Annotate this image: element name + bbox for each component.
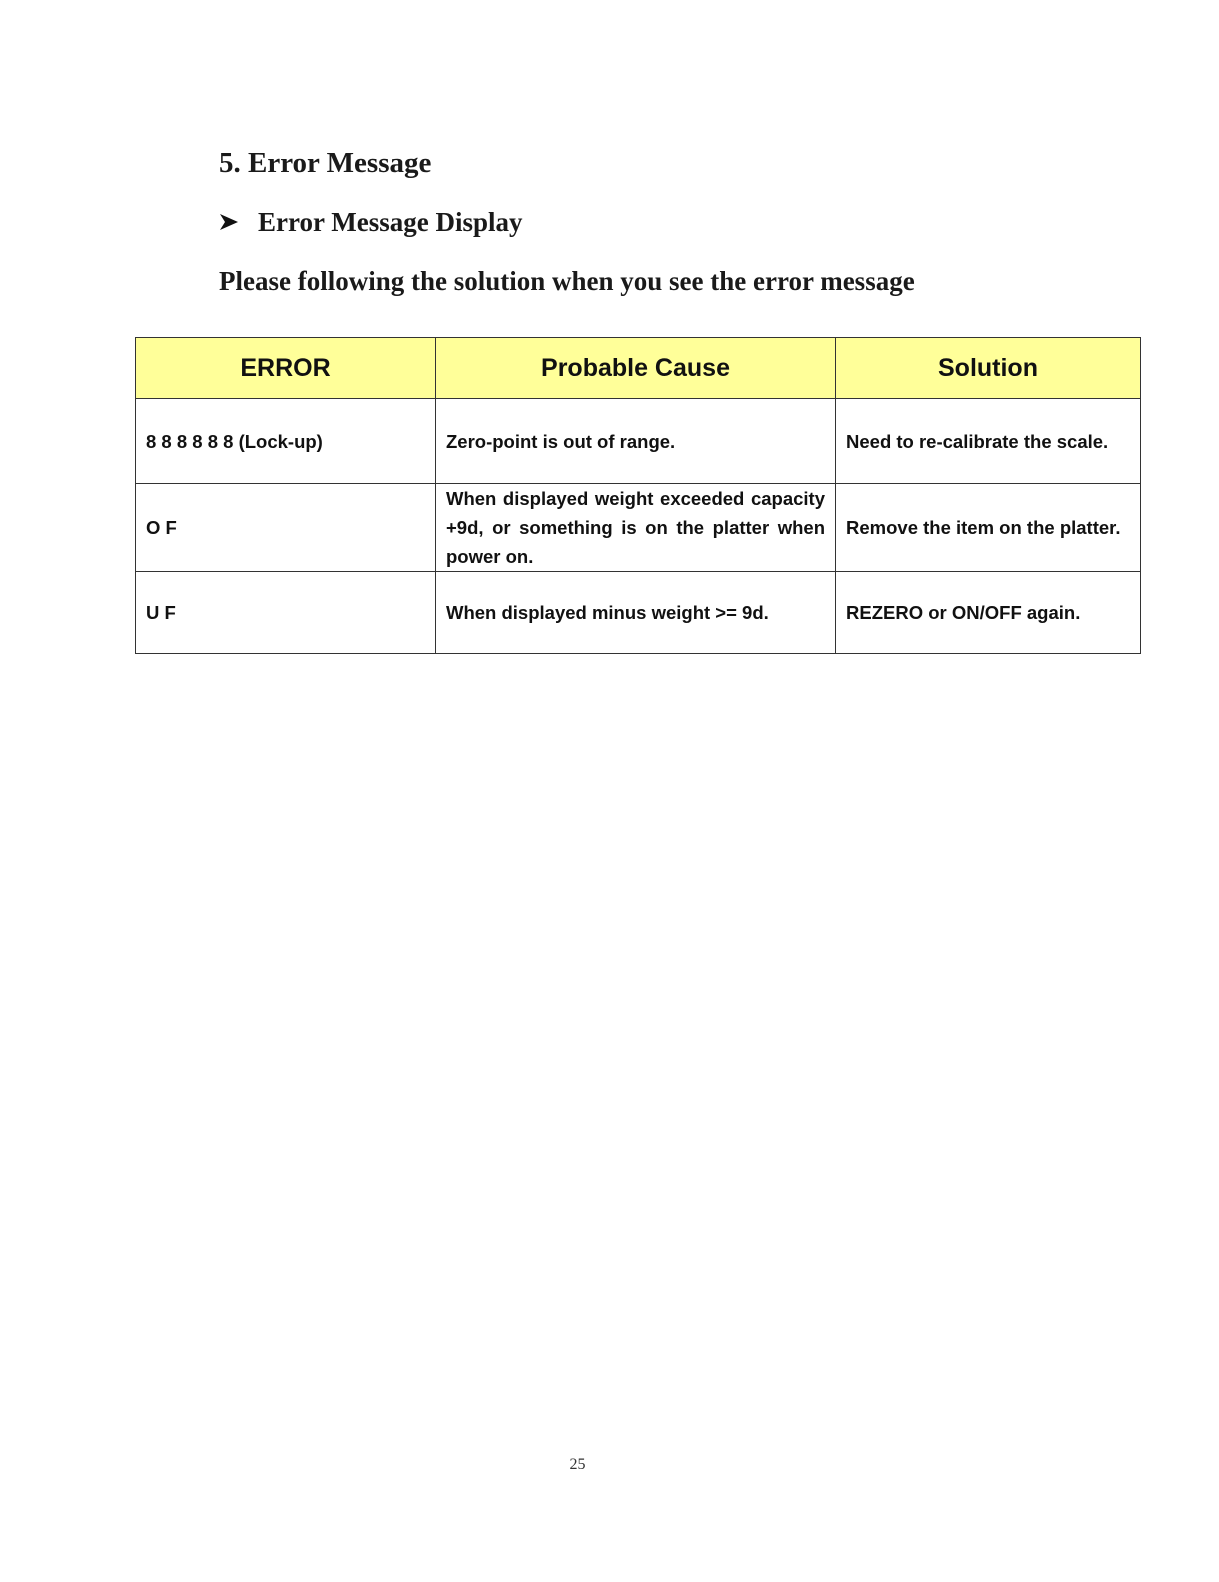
arrow-bullet-icon bbox=[219, 212, 245, 232]
page-number: 25 bbox=[569, 1456, 586, 1473]
table-header-row bbox=[136, 338, 1141, 399]
cause-cell: When displayed minus weight >= 9d. bbox=[436, 572, 836, 654]
header-error: ERROR bbox=[136, 338, 436, 399]
error-table bbox=[135, 337, 1141, 654]
table-row bbox=[136, 484, 1141, 572]
solution-cell: Need to re-calibrate the scale. bbox=[836, 399, 1141, 484]
cause-cell: When displayed weight exceeded capacity +9d, or something is on the platter when power on. bbox=[436, 484, 836, 572]
solution-cell: REZERO or ON/OFF again. bbox=[836, 572, 1141, 654]
table-row bbox=[136, 399, 1141, 484]
error-cell: U F bbox=[136, 572, 436, 654]
cause-cell: Zero-point is out of range. bbox=[436, 399, 836, 484]
solution-cell: Remove the item on the platter. bbox=[836, 484, 1141, 572]
instruction-text: Please following the solution when you see the error message bbox=[219, 266, 915, 296]
subheading bbox=[219, 202, 522, 242]
header-probable-cause: Probable Cause bbox=[436, 338, 836, 399]
header-solution: Solution bbox=[836, 338, 1141, 399]
subheading-label: Error Message Display bbox=[258, 207, 523, 237]
section-title: 5. Error Message bbox=[219, 147, 432, 179]
table-row bbox=[136, 572, 1141, 654]
error-cell: 8 8 8 8 8 8 (Lock-up) bbox=[136, 399, 436, 484]
error-cell: O F bbox=[136, 484, 436, 572]
